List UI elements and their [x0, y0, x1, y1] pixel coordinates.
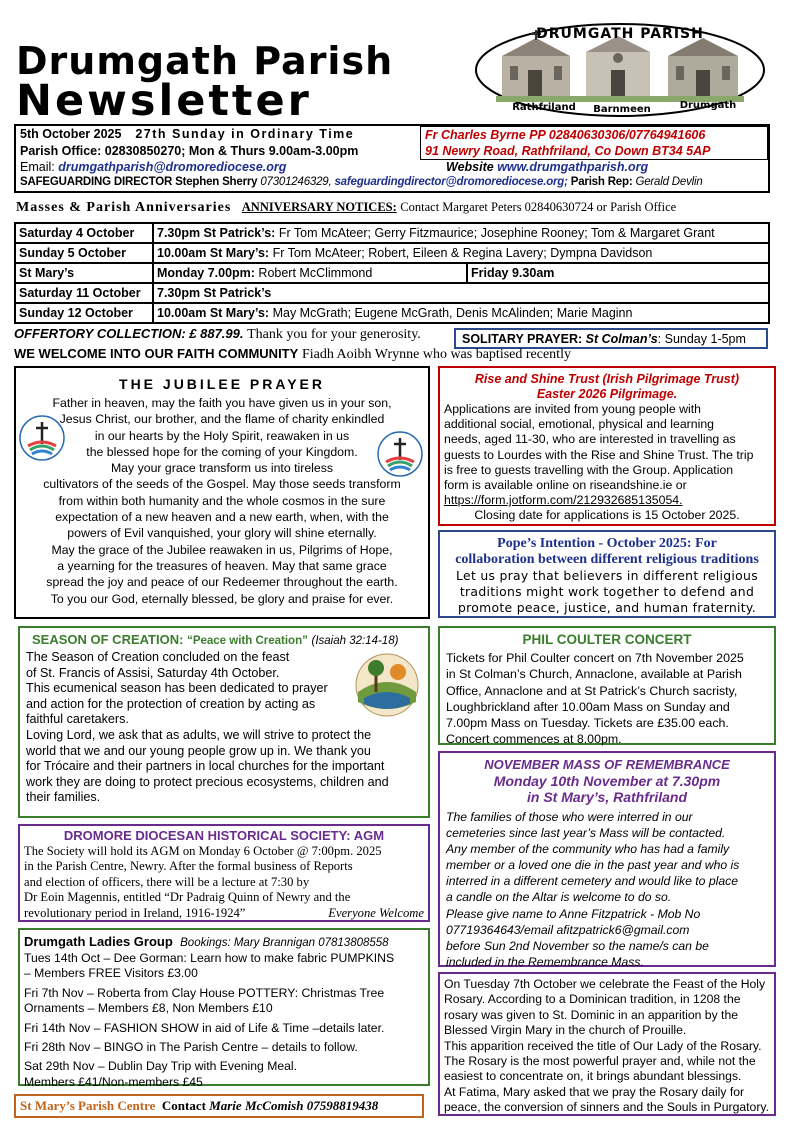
ladies-line: Members £41/Non-members £45	[24, 1074, 203, 1089]
anniversary-notices-text: Contact Margaret Peters 02840630724 or Parish Office	[400, 200, 677, 214]
rise-line: Applications are invited from young people with	[444, 402, 702, 416]
pope-line: promote peace, justice, and human fraternity.	[457, 600, 757, 615]
holy-rosary-box	[438, 972, 776, 1116]
prayer-line: expectation of a new heaven and a new earth, when, with the	[55, 510, 389, 525]
november-title	[440, 757, 774, 805]
mass-time: 7.30pm St Patrick’s:	[157, 226, 276, 240]
creation-line: Loving Lord, we ask that as adults, we will strive to protect the	[26, 727, 372, 742]
mass-day: Sunday 12 October	[15, 303, 153, 323]
ladies-heading	[24, 934, 428, 949]
mass-details	[153, 243, 769, 263]
coulter-line: in St Colman’s Church, Annaclone, available at Parish	[446, 667, 742, 682]
rise-title-line1: Rise and Shine Trust (Irish Pilgrimage Trust)	[474, 372, 740, 386]
phil-coulter-concert-box	[438, 626, 776, 745]
november-mass-box	[438, 751, 776, 967]
safeguarding-phone: 07301246329,	[260, 176, 332, 188]
rosary-body	[440, 974, 774, 1116]
mass-extra	[467, 263, 769, 283]
mass-day: Sunday 5 October	[15, 243, 153, 263]
mass-day: St Mary’s	[15, 263, 153, 283]
priest-contact: Fr Charles Byrne PP 02840630306/07764941606	[425, 128, 706, 142]
season-of-creation-logo-icon	[354, 652, 420, 721]
november-title-line3: in St Mary’s, Rathfriland	[527, 789, 687, 805]
safeguarding-label: SAFEGUARDING DIRECTOR	[20, 176, 173, 188]
welcome-text: Fiadh Aoibh Wrynne who was baptised recently	[301, 347, 571, 362]
table-row	[15, 243, 769, 263]
creation-line: The Season of Creation concluded on the feast	[26, 650, 290, 664]
solitary-prayer-label: SOLITARY PRAYER:	[462, 332, 583, 346]
mass-day: Saturday 4 October	[15, 223, 153, 243]
dromore-line: and election of officers, there will be a lecture at 7:30 by	[24, 874, 310, 889]
rise-title-line2: Easter 2026 Pilgrimage.	[536, 387, 678, 401]
prayer-line: a yearning for the treasures of heaven. May that same grace	[57, 558, 387, 573]
pope-title-line2: collaboration between different religious traditions	[455, 552, 759, 567]
prayer-line: spread the joy and peace of our Redeemer throughout the earth.	[46, 575, 398, 590]
logo-place-1: Rathfriland	[512, 102, 576, 113]
safeguarding-name: Stephen Sherry	[175, 176, 258, 188]
rise-closing-date: Closing date for applications is 15 October 2025.	[474, 508, 740, 523]
table-row	[15, 303, 769, 323]
solitary-prayer-time: : Sunday 1-5pm	[657, 332, 746, 346]
dromore-body	[20, 843, 428, 921]
mass-names: Fr Tom McAteer; Robert, Eileen & Regina Lavery; Dympna Davidson	[272, 246, 653, 260]
creation-line: and action for the protection of creation by acting as	[26, 696, 316, 711]
november-title-line2: Monday 10th November at 7.30pm	[493, 773, 721, 789]
creation-heading	[32, 632, 428, 647]
dromore-line: in the Parish Centre, Newry. After the formal business of Reports	[24, 859, 353, 874]
prayer-line: the blessed hope for the coming of your Kingdom.	[86, 444, 358, 459]
rosary-line: Blessed Virgin Mary in the church of Prouille.	[444, 1023, 687, 1038]
ladies-line: Ornaments – Members £8, Non Members £10	[24, 1001, 273, 1016]
solitary-prayer-place: St Colman’s	[585, 332, 658, 346]
rise-line: additional social, emotional, physical and learning	[444, 417, 715, 432]
masses-heading: Masses & Parish Anniversaries	[16, 200, 232, 215]
table-row	[15, 283, 769, 303]
creation-line: world that we and our young people grow up in. We thank you	[26, 743, 371, 758]
rosary-line: At Fatima, Mary asked that we pray the Rosary daily for	[444, 1084, 745, 1099]
november-line: interred in a different cemetery and would like to place	[446, 874, 738, 889]
email-label: Email:	[20, 160, 55, 174]
anniversary-notices-label: ANNIVERSARY NOTICES:	[241, 200, 397, 214]
mass-time: 7.30pm St Patrick’s	[157, 286, 272, 300]
prayer-line: cultivators of the seeds of the Gospel. May those seeds transform	[43, 477, 401, 492]
coulter-body	[440, 647, 774, 748]
ladies-line: Fri 7th Nov – Roberta from Clay House POTTERY: Christmas Tree	[24, 985, 385, 1000]
newsletter-title-line1: Drumgath Parish	[16, 39, 394, 83]
masses-heading-line	[16, 200, 676, 216]
parish-logo	[474, 22, 766, 118]
creation-ref: (Isaiah 32:14-18)	[311, 635, 399, 647]
ladies-line: Fri 28th Nov – BINGO in The Parish Centre – details to follow.	[24, 1040, 358, 1055]
dromore-title: DROMORE DIOCESAN HISTORICAL SOCIETY: AGM	[63, 828, 385, 843]
ladies-body	[20, 949, 428, 1090]
historical-society-box	[18, 824, 430, 922]
rise-line: is free to guests travelling with the Group. Application	[444, 462, 734, 477]
offertory-label: OFFERTORY COLLECTION: £ 887.99.	[14, 326, 244, 341]
offertory-thanks: Thank you for your generosity.	[247, 327, 421, 342]
jubilee-logo-right-icon	[376, 430, 424, 481]
parish-centre-contact-label: Contact	[161, 1098, 206, 1113]
jubilee-prayer-text	[16, 395, 428, 607]
mass-names: Robert McClimmond	[258, 266, 373, 280]
rosary-line: rosary was given to St. Dominic in an apparition by the	[444, 1007, 738, 1022]
mass-day: Saturday 11 October	[15, 283, 153, 303]
rise-line: needs, aged 11-30, who are interested in travelling as	[444, 432, 736, 447]
november-contact-email[interactable]: 07719364643/email afitzpatrick6@gmail.com	[446, 922, 690, 937]
parish-rep-name: Gerald Devlin	[635, 176, 703, 188]
parish-centre-label: St Mary’s Parish Centre	[20, 1098, 156, 1113]
mass-names: May McGrath; Eugene McGrath, Denis McAlinden; Marie Maginn	[272, 306, 633, 320]
ladies-line: Tues 14th Oct – Dee Gorman: Learn how to make fabric PUMPKINS	[24, 951, 395, 965]
welcome-label: WE WELCOME INTO OUR FAITH COMMUNITY	[14, 346, 299, 361]
november-line: cemeteries since last year’s Mass will be contacted.	[446, 826, 726, 841]
dromore-line	[24, 906, 424, 921]
parish-email-link[interactable]: drumgathparish@dromorediocese.org	[58, 160, 287, 174]
creation-line: work they are doing to protect precious ecosystems, children and	[26, 774, 389, 789]
prayer-line: powers of Evil vanquished, your glory will shine eternally.	[67, 526, 377, 541]
table-row	[15, 223, 769, 243]
masses-table	[14, 222, 770, 324]
november-line: before Sun 2nd November so the name/s can be	[446, 938, 709, 953]
coulter-line: 7.00pm Mass on Tuesday. Tickets are £35.00 each.	[446, 716, 729, 731]
coulter-line: Office, Annaclone and at St Patrick’s Church sacristy,	[446, 683, 738, 698]
rosary-line: The Rosary is the most powerful prayer and, while not the	[444, 1054, 756, 1069]
november-line: a candle on the Altar is welcome to do so.	[446, 890, 672, 905]
pope-line: traditions might work together to defend and	[459, 584, 755, 599]
popes-intention-box	[438, 530, 776, 618]
ladies-line: – Members FREE Visitors £3.00	[24, 966, 198, 981]
newsletter-title-line2: Newsletter	[16, 76, 312, 126]
dromore-lecture-title: revolutionary period in Ireland, 1916-1924”	[24, 905, 246, 920]
mass-time: 10.00am St Mary’s:	[157, 306, 270, 320]
parish-address: 91 Newry Road, Rathfriland, Co Down BT34 5AP	[425, 144, 711, 158]
parish-rep-label: Parish Rep:	[570, 176, 633, 188]
logo-title: DRUMGATH PARISH	[536, 26, 704, 42]
mass-time: Monday 7.00pm:	[157, 266, 255, 280]
november-line: The families of those who were interred in our	[446, 810, 693, 824]
ladies-line: Sat 29th Nov – Dublin Day Trip with Evening Meal.	[24, 1059, 297, 1074]
popes-intention-text	[440, 568, 774, 616]
rosary-line: Rosary. According to a Dominican tradition, in 1208 the	[444, 992, 741, 1007]
website-line	[446, 160, 648, 174]
prayer-line: in our hearts by the Holy Spirit, reawaken in us	[94, 428, 350, 443]
rise-and-shine-box	[438, 366, 776, 526]
mass-details	[153, 283, 769, 303]
rise-and-shine-body	[440, 402, 774, 524]
pope-title-line1: Pope’s Intention - October 2025: For	[497, 536, 717, 551]
rosary-line: On Tuesday 7th October we celebrate the Feast of the Holy	[444, 977, 766, 991]
prayer-line: Father in heaven, may the faith you have given us in your son,	[52, 396, 392, 410]
liturgical-sunday: 27th Sunday in Ordinary Time	[135, 127, 355, 141]
coulter-title: PHIL COULTER CONCERT	[522, 632, 692, 647]
mass-time: 10.00am St Mary’s:	[157, 246, 270, 260]
email-line	[20, 160, 286, 174]
priest-contact-box	[420, 126, 768, 160]
mass-details	[153, 303, 769, 323]
pope-line: Let us pray that believers in different religious	[456, 568, 758, 583]
jubilee-prayer-title: THE JUBILEE PRAYER	[119, 376, 325, 392]
dromore-line: Dr Eoin Magennis, entitled “Dr Padraig Quinn of Newry and the	[24, 890, 351, 905]
coulter-line: Tickets for Phil Coulter concert on 7th November 2025	[446, 651, 744, 665]
season-of-creation-box	[18, 626, 430, 818]
dromore-line: The Society will hold its AGM on Monday 6 October @ 7:00pm. 2025	[24, 844, 382, 858]
parish-office-hours: Parish Office: 02830850270; Mon & Thurs 9.00am-3.00pm	[20, 144, 359, 158]
november-line: Any member of the community who has had a family	[446, 842, 730, 857]
creation-line: faithful caretakers.	[26, 712, 129, 727]
dromore-everyone-welcome: Everyone Welcome	[328, 905, 424, 920]
creation-subtitle: “Peace with Creation”	[187, 635, 308, 647]
parish-centre-contact: Marie McComish 07598819438	[209, 1098, 379, 1113]
prayer-line: To you our God, eternally blessed, be glory and praise for ever.	[50, 591, 394, 606]
ladies-bookings: Bookings: Mary Brannigan 07813808558	[180, 937, 389, 949]
creation-line: This ecumenical season has been dedicated to prayer	[26, 681, 328, 696]
rise-line: form is available online on riseandshine.ie or	[444, 478, 687, 493]
creation-title: SEASON OF CREATION:	[32, 632, 184, 647]
rosary-line: peace, the conversion of sinners and the Souls in Purgatory.	[444, 1100, 769, 1115]
table-row	[15, 263, 769, 283]
date-line	[20, 127, 354, 141]
parish-website-link[interactable]: www.drumgathparish.org	[497, 160, 649, 174]
mass-details	[153, 223, 769, 243]
offertory-line	[14, 326, 421, 343]
november-body	[440, 805, 774, 970]
prayer-line: May your grace transform us into tireless	[110, 461, 334, 476]
rise-line: guests to Lourdes with the Rise and Shine Trust. The trip	[444, 447, 754, 462]
november-line: included in the Remembrance Mass.	[446, 954, 644, 969]
november-line: member or a loved one die in the past year and who is	[446, 858, 740, 873]
mass-details	[153, 263, 467, 283]
prayer-line: Jesus Christ, our brother, and the flame of charity enkindled	[59, 412, 385, 427]
ladies-group-box	[18, 928, 430, 1089]
website-label: Website	[446, 160, 494, 174]
november-line: Please give name to Anne Fitzpatrick - Mob No	[446, 906, 701, 921]
creation-line: for Trócaire and their partners in local churches for the important	[26, 759, 385, 774]
rise-and-shine-title	[440, 372, 774, 402]
rosary-line: easiest to concentrate on, it brings abundant blessings.	[444, 1069, 742, 1084]
ladies-title: Drumgath Ladies Group	[24, 934, 173, 949]
jubilee-logo-left-icon	[18, 414, 66, 465]
prayer-line: May the grace of the Jubilee reawaken in us, Pilgrims of Hope,	[51, 542, 393, 557]
coulter-line: Concert commences at 8.00pm.	[446, 732, 622, 747]
welcome-line	[14, 346, 571, 363]
logo-place-3: Drumgath	[679, 100, 737, 111]
prayer-line: from within both humanity and the whole cosmos in the sure	[58, 493, 386, 508]
safeguarding-email-link[interactable]: safeguardingdirector@dromorediocese.org;	[334, 176, 568, 188]
mass-names: Fr Tom McAteer; Gerry Fitzmaurice; Josephine Rooney; Tom & Margaret Grant	[278, 226, 715, 240]
mass-extra-time: Friday 9.30am	[471, 266, 555, 280]
jubilee-prayer-box	[14, 366, 430, 619]
newsletter-date: 5th October 2025	[20, 127, 122, 141]
november-title-line1: NOVEMBER MASS OF REMEMBRANCE	[484, 757, 730, 772]
rise-jotform-link[interactable]: https://form.jotform.com/212932685135054.	[444, 493, 683, 508]
creation-line: of St. Francis of Assisi, Saturday 4th October.	[26, 665, 280, 680]
rosary-line: This apparition received the title of Our Lady of the Rosary.	[444, 1038, 762, 1053]
parish-centre-box	[14, 1094, 424, 1118]
safeguarding-line	[20, 176, 703, 188]
parish-info-box	[14, 124, 770, 193]
logo-place-2: Barnmeen	[593, 104, 651, 115]
ladies-line: Fri 14th Nov – FASHION SHOW in aid of Life & Time –details later.	[24, 1020, 385, 1035]
creation-line: their families.	[26, 790, 101, 805]
popes-intention-title	[440, 536, 774, 568]
coulter-line: Loughbrickland after 10.00am Mass on Sunday and	[446, 699, 730, 714]
